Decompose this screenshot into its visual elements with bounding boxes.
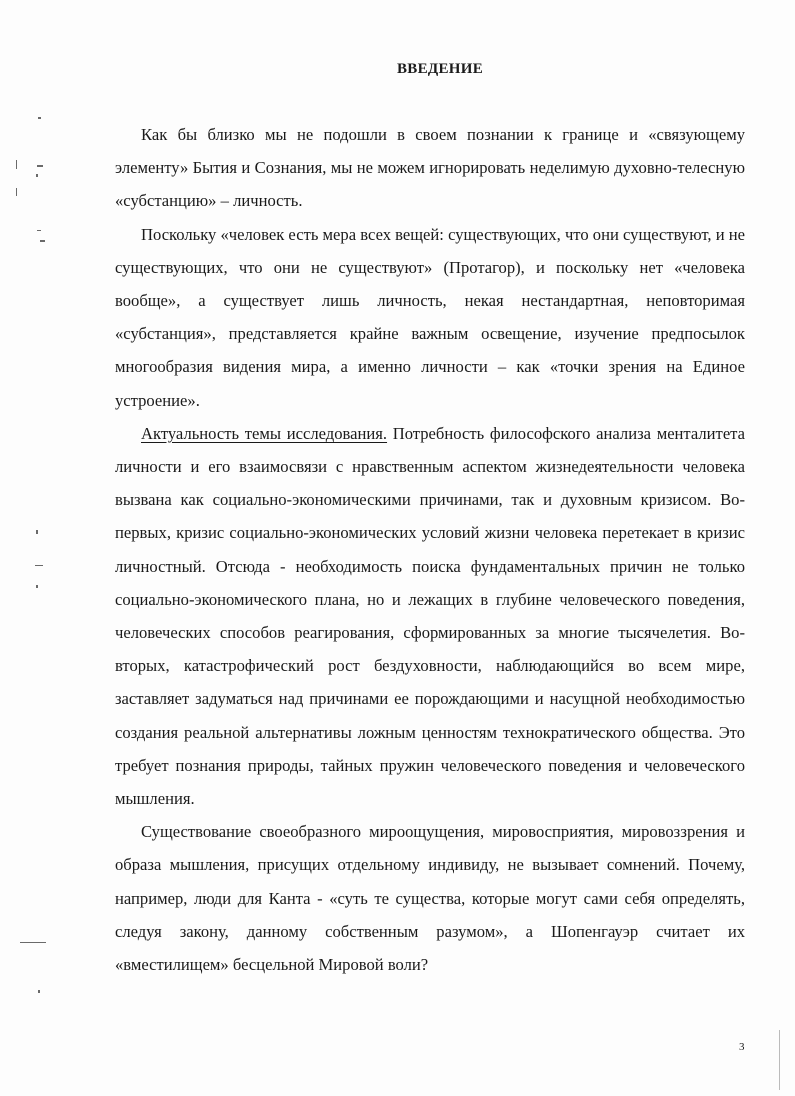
scan-mark [16,188,17,196]
scan-mark [20,942,46,943]
scan-mark [35,565,43,566]
paragraph-text: Потребность философского анализа менталитета личности и его взаимосвязи с нравственным аспектом жизнедеятельности человека вызвана как социально-экономическими причинами, так и духовным кризисом. Во-первых, кризис социально-экономических условий жизни человека перетекает в кризис личностный. Отсюда - необходимость поиска фундаментальных причин не только социально-экономического плана, но и лежащих в глубине человеческого поведения, человеческих способов реагирования, сформированных за многие тысячелетия. Во-вторых, катастрофический рост бездуховности, наблюдающийся во всем мире, заставляет задуматься над причинами ее порождающими и насущной необходимостью создания реальной альтернативы ложным ценностям технократического общества. Это требует познания природы, тайных пружин человеческого поведения и человеческого мышления. [115,423,745,809]
page-number: 3 [739,1041,745,1053]
scan-mark [37,230,41,231]
paragraph: Как бы близко мы не подошли в своем познании к границе и «связующему элементу» Бытия и Сознания, мы не можем игнорировать неделимую духовно-телесную «субстанцию» – личность. [115,125,745,211]
paragraph [115,417,745,815]
scan-mark [40,240,45,242]
scan-mark [16,160,17,169]
paragraph: Существование своеобразного мироощущения, мировосприятия, мировоззрения и образа мышления, присущих отдельному индивиду, не вызывает сомнений. Почему, например, люди для Канта - «суть те существа, которые могут сами себя определять, следуя закону, данному собственным разумом», а Шопенгауэр считает их «вместилищем» бесцельной Мировой воли? [115,822,745,975]
section-lead: Актуальность темы исследования. [141,423,388,443]
scan-mark [36,174,38,177]
page-title: ВВЕДЕНИЕ [396,61,484,77]
scan-mark [37,165,43,167]
scan-mark [38,117,41,119]
scan-mark [36,585,38,588]
scan-mark [38,990,40,993]
scan-mark [36,530,38,534]
body-text [115,118,745,981]
paragraph: Поскольку «человек есть мера всех вещей: существующих, что они существуют, и не существующих, что они не существуют» (Протагор), и поскольку нет «человека вообще», а существует лишь личность, некая нестандартная, неповторимая «субстанция», представляется крайне важным освещение, изучение предпосылок многообразия видения мира, а именно личности – как «точки зрения на Единое устроение». [115,224,745,410]
scan-edge-line [779,1030,780,1090]
